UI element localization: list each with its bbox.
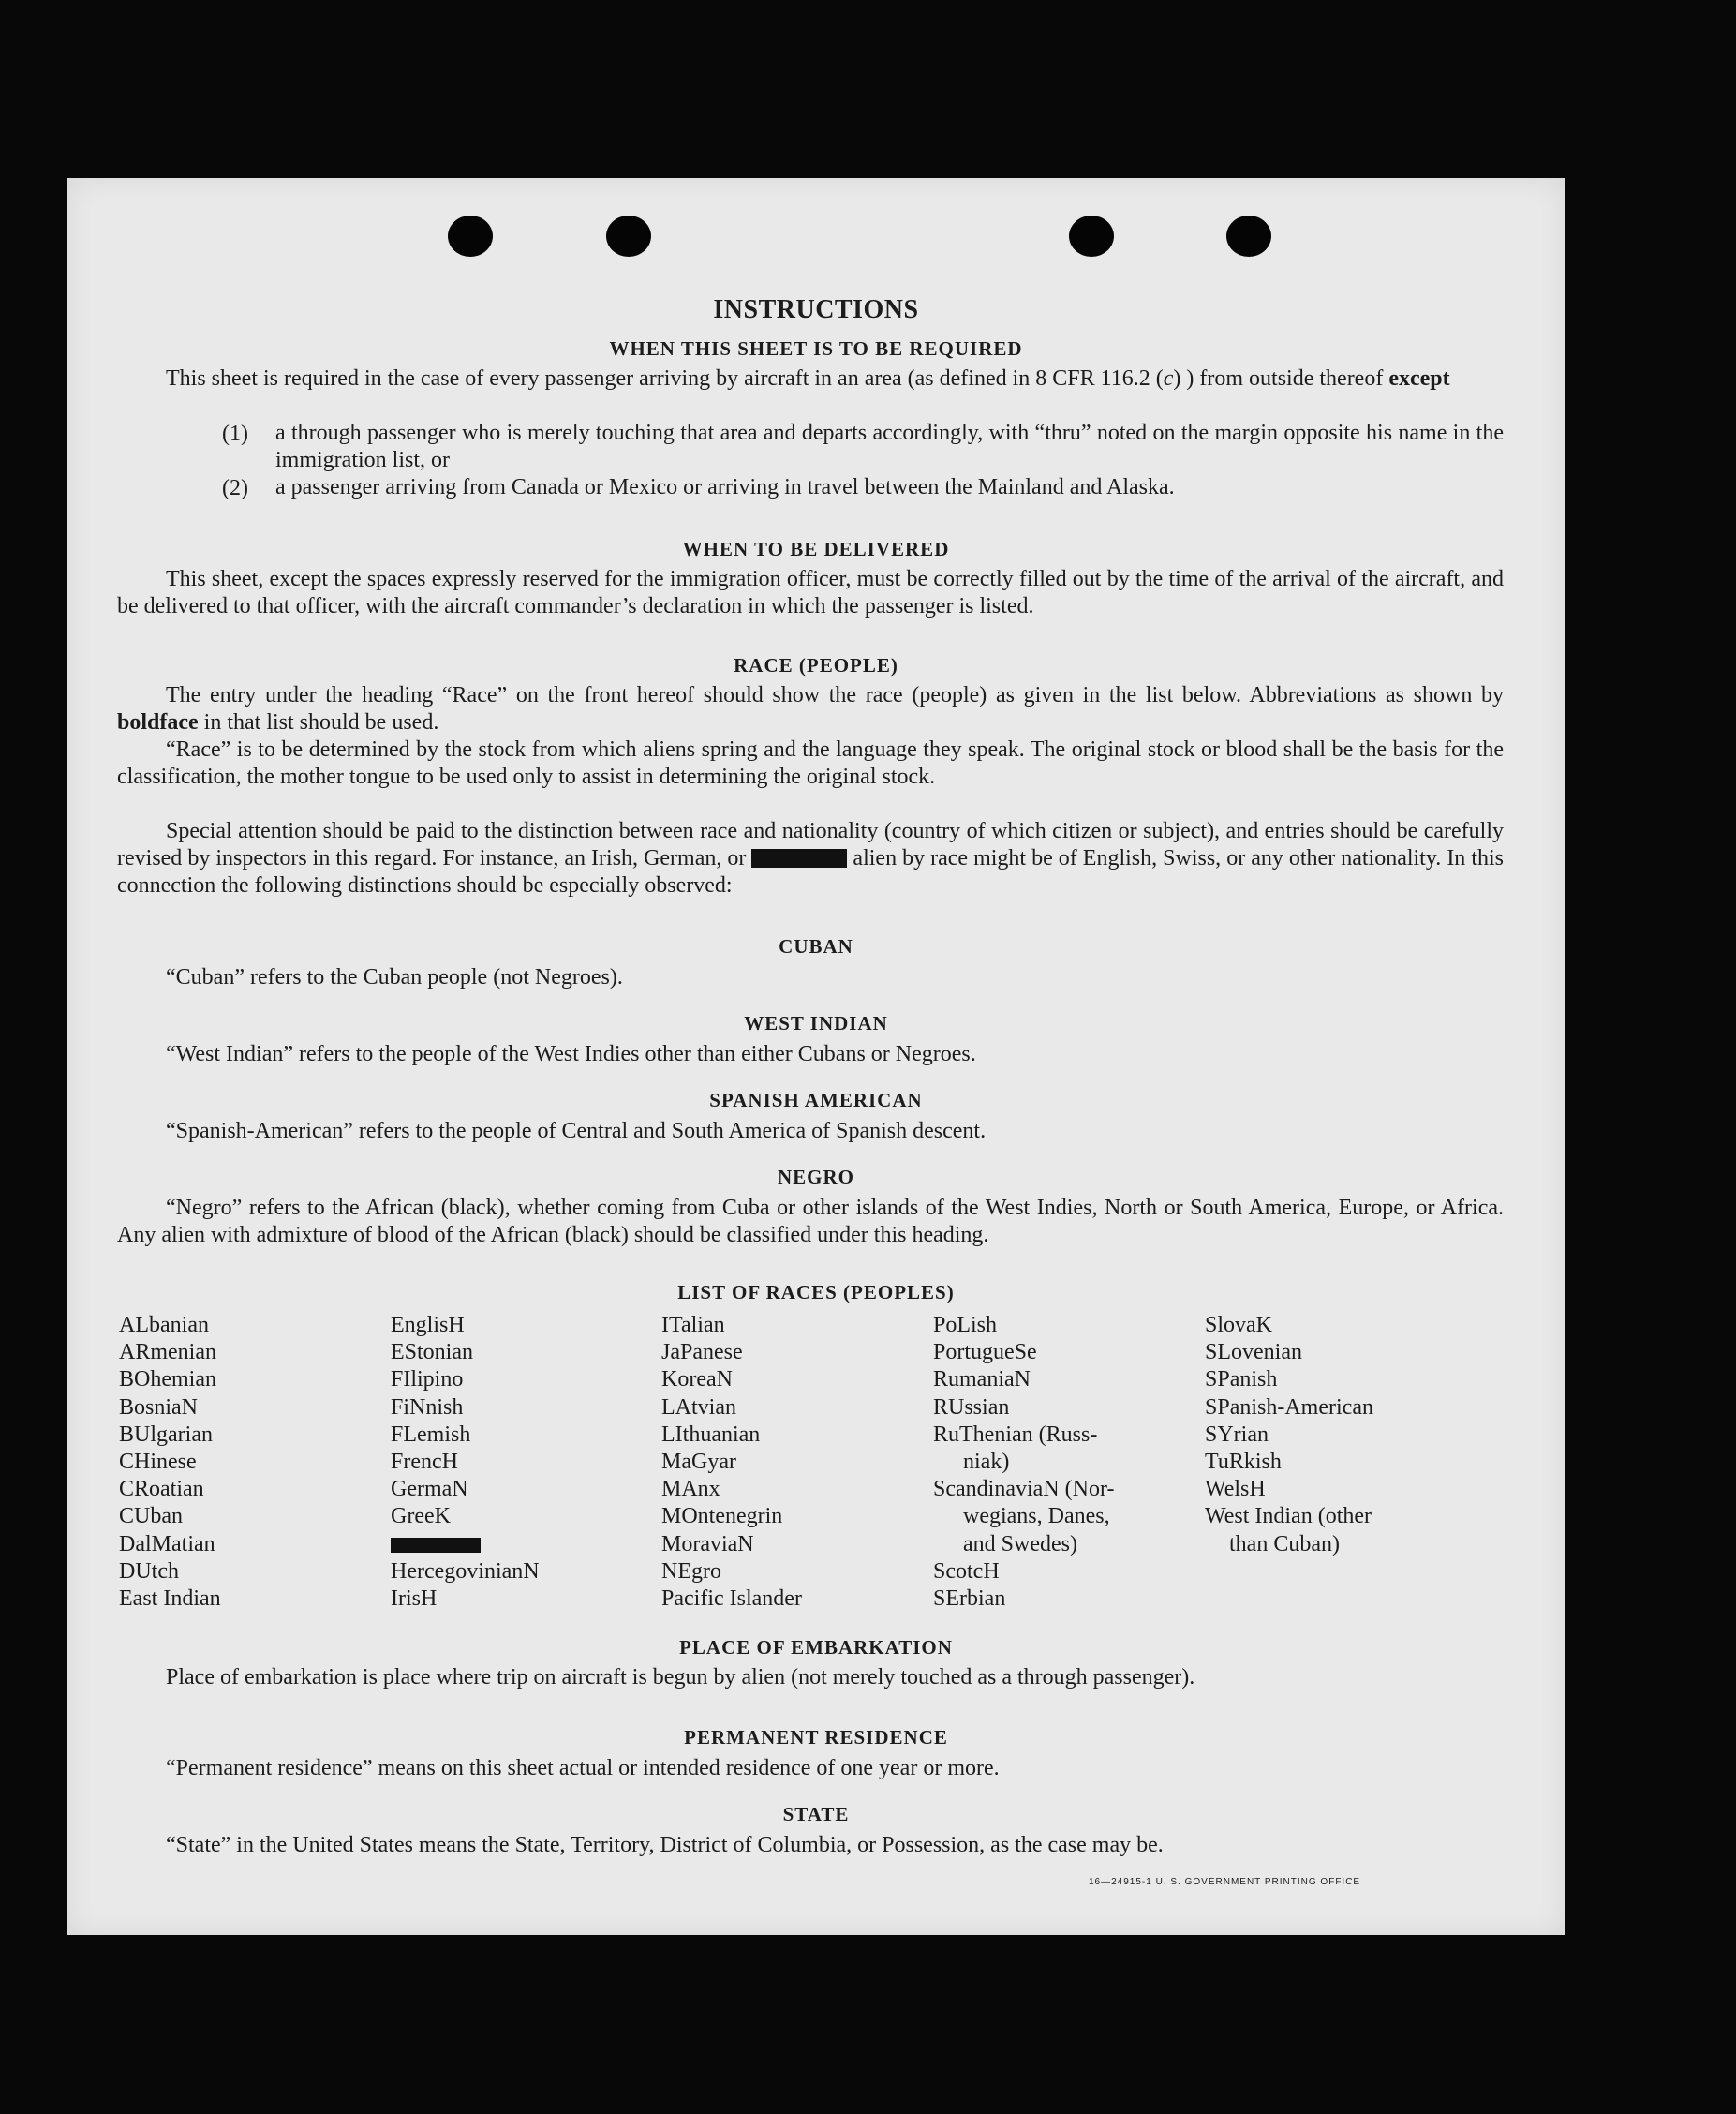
races-column-3: [661, 1312, 802, 1613]
race-entry-redacted: [391, 1531, 540, 1558]
race-entry: RuThenian (Russ-: [933, 1422, 1098, 1447]
race-entry: FiNnish: [391, 1394, 464, 1420]
race-entry: CRoatian: [119, 1477, 204, 1502]
race-entry: SYrian: [1205, 1422, 1269, 1447]
race-entry: PortugueSe: [933, 1340, 1037, 1365]
section-heading-list-of-races: LIST OF RACES (PEOPLES): [677, 1281, 955, 1303]
redaction-mark: [751, 849, 847, 868]
race-entry: IrisH: [391, 1586, 438, 1612]
race-entry: EnglisH: [391, 1313, 465, 1337]
race-entry: SPanish-American: [1205, 1394, 1373, 1420]
race-entry: SPanish: [1205, 1367, 1278, 1392]
when-required-intro: This sheet is required in the case of every passenger arriving by aircraft in an area (as defined in 8 CFR 116.2 (c) ) from outside thereof except: [166, 366, 1450, 391]
race-entry: RUssian: [933, 1394, 1010, 1420]
punch-hole: [1069, 216, 1114, 257]
section-heading-negro: NEGRO: [777, 1166, 854, 1188]
races-column-1: [119, 1312, 221, 1613]
race-entry: GreeK: [391, 1504, 451, 1529]
negro-text: “Negro” refers to the African (black), whether coming from Cuba or other islands of the West Indies, North or South America, Europe, or Africa. Any alien with admixture of blood of the African (black) should be classified under this heading.: [117, 1196, 1504, 1247]
race-entry: wegians, Danes,: [963, 1504, 1110, 1529]
race-entry: West Indian (other: [1205, 1504, 1372, 1529]
race-paragraph-1: The entry under the heading “Race” on the front hereof should show the race (people) as given in the list below. Abbreviations as shown by boldface in that list should be used.: [117, 683, 1504, 735]
race-entry: Pacific Islander: [661, 1586, 802, 1612]
race-entry: ScandinaviaN (Nor-: [933, 1477, 1115, 1502]
race-entry: BOhemian: [119, 1367, 216, 1392]
document-page: [67, 178, 1565, 1935]
race-entry: RumaniaN: [933, 1367, 1031, 1392]
section-heading-state: STATE: [782, 1803, 850, 1825]
races-column-2: [391, 1312, 540, 1613]
spanish-american-text: “Spanish-American” refers to the people of Central and South America of Spanish descent.: [166, 1119, 987, 1143]
race-entry: TuRkish: [1205, 1450, 1282, 1475]
race-entry: ARmenian: [119, 1340, 216, 1365]
race-entry: MAnx: [661, 1477, 720, 1502]
punch-hole: [1226, 216, 1271, 257]
punch-hole: [448, 216, 493, 257]
race-entry: KoreaN: [661, 1367, 733, 1392]
embarkation-text: Place of embarkation is place where trip on aircraft is begun by alien (not merely touched as a through passenger).: [166, 1665, 1195, 1690]
punch-hole: [606, 216, 651, 257]
race-entry: ScotcH: [933, 1558, 1000, 1584]
printer-imprint: 16—24915-1 U. S. GOVERNMENT PRINTING OFFICE: [1089, 1877, 1361, 1887]
race-entry: CUban: [119, 1504, 183, 1529]
item-1-number: (1): [222, 422, 248, 446]
section-heading-when-required: WHEN THIS SHEET IS TO BE REQUIRED: [609, 337, 1023, 360]
race-entry: FIlipino: [391, 1367, 464, 1392]
when-delivered-text: This sheet, except the spaces expressly reserved for the immigration officer, must be correctly filled out by the time of the arrival of the aircraft, and be delivered to that officer, with the aircraft commander’s declaration in which the passenger is listed.: [117, 567, 1504, 618]
race-paragraph-2: “Race” is to be determined by the stock from which aliens spring and the language they speak. The original stock or blood shall be the basis for the classification, the mother tongue to be used only to assist in determining the original stock.: [117, 737, 1504, 789]
race-entry: PoLish: [933, 1313, 998, 1337]
race-entry: BUlgarian: [119, 1422, 213, 1447]
races-column-5: [1205, 1312, 1373, 1558]
residence-text: “Permanent residence” means on this sheet actual or intended residence of one year or more.: [166, 1756, 1000, 1780]
race-entry: WelsH: [1205, 1477, 1266, 1502]
races-column-4: [933, 1312, 1114, 1613]
race-paragraph-3: Special attention should be paid to the distinction between race and nationality (country of which citizen or subject), and entries should be carefully revised by inspectors in this regard. For instance, an Irish, German, or alien by race might be of English, Swiss, or any other nationality. In this connection the following distinctions should be especially observed:: [117, 819, 1505, 898]
section-heading-cuban: CUBAN: [779, 935, 853, 958]
race-entry: NEgro: [661, 1558, 721, 1584]
race-entry: niak): [963, 1450, 1010, 1475]
page-title: INSTRUCTIONS: [713, 295, 919, 324]
race-entry: MoraviaN: [661, 1531, 754, 1556]
west-indian-text: “West Indian” refers to the people of the West Indies other than either Cubans or Negroes.: [166, 1042, 976, 1066]
state-text: “State” in the United States means the State, Territory, District of Columbia, or Possession, as the case may be.: [166, 1833, 1164, 1857]
race-entry: MaGyar: [661, 1450, 736, 1475]
race-entry: ITalian: [661, 1313, 725, 1337]
race-entry: DalMatian: [119, 1531, 215, 1556]
section-heading-spanish-american: SPANISH AMERICAN: [709, 1089, 923, 1111]
race-entry: CHinese: [119, 1450, 197, 1475]
race-entry: FLemish: [391, 1422, 471, 1447]
cuban-text: “Cuban” refers to the Cuban people (not Negroes).: [166, 965, 623, 990]
race-entry: East Indian: [119, 1586, 221, 1612]
race-entry: JaPanese: [661, 1340, 743, 1365]
item-2-text: a passenger arriving from Canada or Mexico or arriving in travel between the Mainland and Alaska.: [275, 475, 1175, 499]
race-entry: ALbanian: [119, 1313, 209, 1337]
race-entry: HercegovinianN: [391, 1558, 540, 1584]
section-heading-race: RACE (PEOPLE): [734, 654, 898, 677]
redaction-mark: [391, 1538, 481, 1553]
race-entry: MOntenegrin: [661, 1504, 783, 1529]
race-entry: LAtvian: [661, 1394, 736, 1420]
section-heading-embarkation: PLACE OF EMBARKATION: [679, 1636, 953, 1659]
section-heading-residence: PERMANENT RESIDENCE: [684, 1726, 948, 1749]
section-heading-when-delivered: WHEN TO BE DELIVERED: [682, 538, 950, 560]
race-entry: SLovenian: [1205, 1340, 1302, 1365]
race-entry: SlovaK: [1205, 1313, 1272, 1337]
race-entry: DUtch: [119, 1558, 179, 1584]
race-entry: GermaN: [391, 1477, 468, 1502]
race-entry: EStonian: [391, 1340, 473, 1365]
race-entry: than Cuban): [1229, 1531, 1340, 1556]
item-2-number: (2): [222, 476, 248, 500]
race-entry: BosniaN: [119, 1394, 198, 1420]
item-1-text: a through passenger who is merely touching that area and departs accordingly, with “thru” noted on the margin opposite his name in the immigration list, or: [275, 421, 1504, 472]
section-heading-west-indian: WEST INDIAN: [744, 1012, 888, 1035]
race-entry: SErbian: [933, 1586, 1006, 1612]
race-entry: and Swedes): [963, 1531, 1077, 1556]
race-entry: LIthuanian: [661, 1422, 761, 1447]
race-entry: FrencH: [391, 1450, 458, 1475]
